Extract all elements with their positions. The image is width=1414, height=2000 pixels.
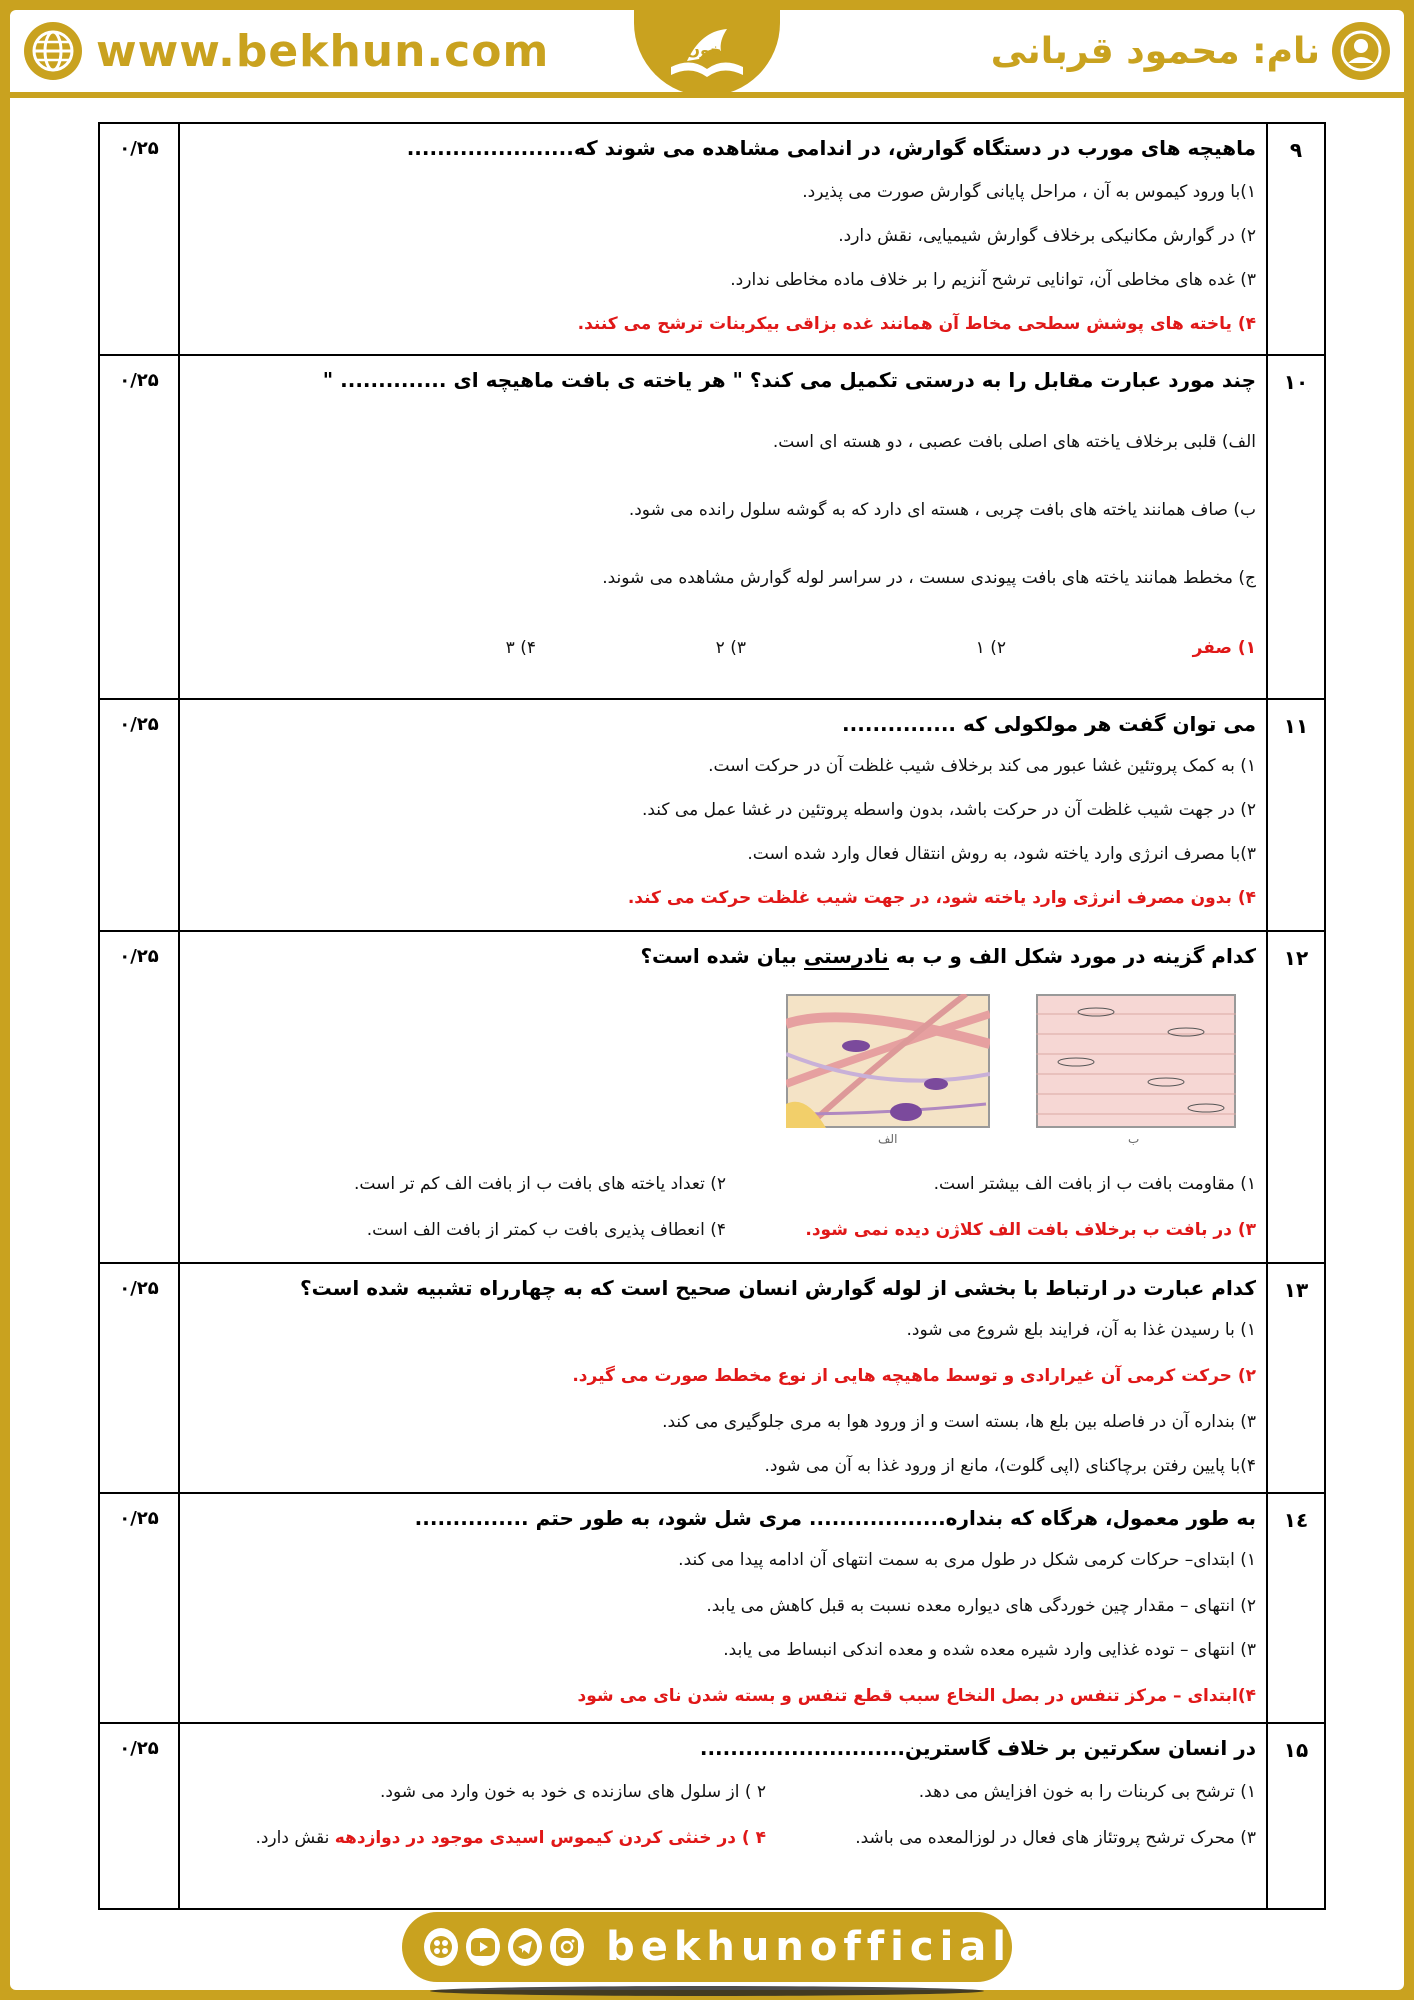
option-2: ۲) انتهای – مقدار چین خوردگی های دیواره معده نسبت به قبل کاهش می یابد. xyxy=(706,1596,1256,1616)
figure-a-label: الف xyxy=(878,1132,898,1146)
footer-shadow xyxy=(430,1986,984,1996)
youtube-icon[interactable] xyxy=(466,1928,500,1966)
option-3: ۳) غده های مخاطی آن، توانایی ترشح آنزیم را بر خلاف ماده مخاطی ندارد. xyxy=(730,270,1256,290)
header-divider xyxy=(10,92,1404,98)
figure-a xyxy=(786,994,990,1144)
connective-tissue-image xyxy=(786,994,990,1128)
question-score: ۰/۲۵ xyxy=(100,356,180,698)
question-number: ۱٤ xyxy=(1266,1494,1324,1722)
student-name xyxy=(991,20,1390,82)
social-handle: bekhunofficial xyxy=(606,1924,1012,1970)
book-logo-icon xyxy=(659,19,755,87)
website-link[interactable] xyxy=(24,20,549,82)
option-3: ۳) محرک ترشح پروتئاز های فعال در لوزالمعده می باشد. xyxy=(855,1828,1256,1848)
statement-c: ج) مخطط همانند یاخته های بافت پیوندی سست ، در سراسر لوله گوارش مشاهده می شوند. xyxy=(602,568,1256,588)
question-content xyxy=(180,932,1266,1262)
choice-3: ۳) ۲ xyxy=(715,638,746,658)
question-text: به طور معمول، هرگاه که بنداره.................. مری شل شود، به طور حتم ............... xyxy=(414,1506,1256,1530)
question-row-14 xyxy=(100,1494,1324,1724)
question-text: می توان گفت هر مولکولی که ............... xyxy=(842,712,1256,736)
name-label: نام: محمود قربانی xyxy=(990,30,1320,72)
question-score: ۰/۲۵ xyxy=(100,1494,180,1722)
option-1: ۱) به کمک پروتئین غشا عبور می کند برخلاف شیب غلظت آن در حرکت است. xyxy=(708,756,1256,776)
instagram-icon[interactable] xyxy=(550,1928,584,1966)
question-score: ۰/۲۵ xyxy=(100,124,180,354)
footer-social-bar xyxy=(402,1912,1012,1982)
question-text: در انسان سکرتین بر خلاف گاسترین........................... xyxy=(699,1736,1256,1760)
question-number: ۱۱ xyxy=(1266,700,1324,930)
option-3: ۳) انتهای – توده غذایی وارد شیره معده شده و معده اندکی انبساط می یابد. xyxy=(723,1640,1256,1660)
option-2: ۲) در جهت شیب غلظت آن در حرکت باشد، بدون واسطه پروتئین در غشا عمل می کند. xyxy=(641,800,1256,820)
option-2: ۲) در گوارش مکانیکی برخلاف گوارش شیمیایی، نقش دارد. xyxy=(838,226,1256,246)
question-score: ۰/۲۵ xyxy=(100,932,180,1262)
option-4: ۴) انعطاف پذیری بافت ب کمتر از بافت الف است. xyxy=(366,1220,726,1240)
option-1: ۱) ابتدای– حرکات کرمی شکل در طول مری به سمت انتهای آن ادامه پیدا می کند. xyxy=(678,1550,1256,1570)
question-number: ۹ xyxy=(1266,124,1324,354)
underlined-word: نادرستی xyxy=(803,944,889,968)
website-text: www.bekhun.com xyxy=(96,25,550,77)
globe-icon xyxy=(24,22,82,80)
aparat-icon[interactable] xyxy=(424,1928,458,1966)
question-row-13 xyxy=(100,1264,1324,1494)
option-2: ۲ ) از سلول های سازنده ی خود به خون وارد می شود. xyxy=(380,1782,766,1802)
option-4: ۴)با پایین رفتن برچاکنای (اپی گلوت)، مانع از ورود غذا به آن می شود. xyxy=(764,1456,1256,1476)
option-4-answer: ۴) یاخته های پوشش سطحی مخاط آن همانند غده بزاقی بیکربنات ترشح می کنند. xyxy=(577,314,1256,334)
question-content xyxy=(180,1494,1266,1722)
question-number: ۱۰ xyxy=(1266,356,1324,698)
option-4-answer: ۴)ابتدای – مرکز تنفس در بصل النخاع سبب قطع تنفس و بسته شدن نای می شود xyxy=(577,1686,1256,1706)
question-number: ۱۲ xyxy=(1266,932,1324,1262)
telegram-icon[interactable] xyxy=(508,1928,542,1966)
option-4-answer: ۴) بدون مصرف انرژی وارد یاخته شود، در جهت شیب غلظت حرکت می کند. xyxy=(627,888,1256,908)
question-number: ۱۵ xyxy=(1266,1724,1324,1908)
option-2: ۲) تعداد یاخته های بافت ب از بافت الف کم تر است. xyxy=(354,1174,726,1194)
question-content xyxy=(180,1264,1266,1492)
statement-a: الف) قلبی برخلاف یاخته های اصلی بافت عصبی ، دو هسته ای است. xyxy=(772,432,1256,452)
question-row-11 xyxy=(100,700,1324,932)
choice-1-answer: ۱) صفر xyxy=(1192,638,1256,658)
svg-text:بخون: بخون xyxy=(686,40,728,59)
question-content xyxy=(180,1724,1266,1908)
question-row-10 xyxy=(100,356,1324,700)
choice-2: ۲) ۱ xyxy=(975,638,1006,658)
question-text: چند مورد عبارت مقابل را به درستی تکمیل می کند؟ " هر یاخته ی بافت ماهیچه ای .............. " xyxy=(322,368,1256,392)
question-text: کدام عبارت در ارتباط با بخشی از لوله گوارش انسان صحیح است که به چهارراه تشبیه شده است؟ xyxy=(299,1276,1256,1300)
user-icon xyxy=(1332,22,1390,80)
question-score: ۰/۲۵ xyxy=(100,700,180,930)
question-content xyxy=(180,356,1266,698)
option-1: ۱) با رسیدن غذا به آن، فرایند بلع شروع می شود. xyxy=(906,1320,1256,1340)
skeletal-muscle-image xyxy=(1036,994,1236,1128)
option-3: ۳) بنداره آن در فاصله بین بلع ها، بسته است و از ورود هوا به مری جلوگیری می کند. xyxy=(662,1412,1256,1432)
question-content xyxy=(180,124,1266,354)
question-text: کدام گزینه در مورد شکل الف و ب به نادرستی بیان شده است؟ xyxy=(640,944,1256,968)
question-row-9 xyxy=(100,124,1324,356)
option-3-answer: ۳) در بافت ب برخلاف بافت الف کلاژن دیده نمی شود. xyxy=(805,1220,1256,1240)
option-4: ۴ ) در خنثی کردن کیموس اسیدی موجود در دوازدهه نقش دارد. xyxy=(255,1828,766,1848)
option-3: ۳)با مصرف انرژی وارد یاخته شود، به روش انتقال فعال وارد شده است. xyxy=(747,844,1256,864)
statement-b: ب) صاف همانند یاخته های بافت چربی ، هسته ای دارد که به گوشه سلول رانده می شود. xyxy=(628,500,1256,520)
option-4-answer: ۴ ) در خنثی کردن کیموس اسیدی موجود در دوازدهه xyxy=(334,1828,766,1848)
figure-b xyxy=(1036,994,1236,1144)
option-1: ۱) مقاومت بافت ب از بافت الف بیشتر است. xyxy=(933,1174,1256,1194)
figure-b-label: ب xyxy=(1128,1132,1140,1146)
option-1: ۱)با ورود کیموس به آن ، مراحل پایانی گوارش صورت می پذیرد. xyxy=(802,182,1256,202)
header xyxy=(10,10,1404,94)
choice-4: ۴) ۳ xyxy=(505,638,536,658)
question-number: ۱۳ xyxy=(1266,1264,1324,1492)
question-row-15 xyxy=(100,1724,1324,1908)
question-text: ماهیچه های مورب در دستگاه گوارش، در اندامی مشاهده می شوند که...................... xyxy=(406,136,1256,160)
question-score: ۰/۲۵ xyxy=(100,1724,180,1908)
option-1: ۱) ترشح بی کربنات را به خون افزایش می دهد. xyxy=(918,1782,1256,1802)
logo xyxy=(634,10,780,96)
question-row-12 xyxy=(100,932,1324,1264)
option-2-answer: ۲) حرکت کرمی آن غیرارادی و توسط ماهیچه هایی از نوع مخطط صورت می گیرد. xyxy=(572,1366,1256,1386)
question-score: ۰/۲۵ xyxy=(100,1264,180,1492)
question-content xyxy=(180,700,1266,930)
questions-table xyxy=(98,122,1326,1910)
page-frame xyxy=(10,10,1404,1990)
